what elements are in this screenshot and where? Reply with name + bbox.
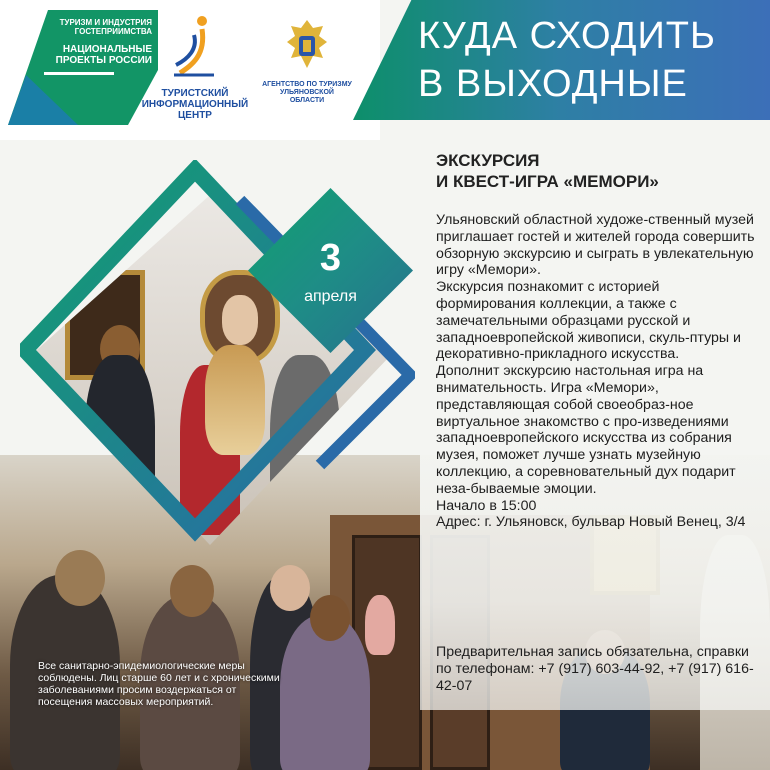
event-month: апреля <box>304 288 357 305</box>
event-contact: Предварительная запись обязательна, справки по телефонам: +7 (917) 603-44-92, +7 (917) 616-42-07 <box>436 644 754 694</box>
event-paragraph-game: Дополнит экскурсию настольная игра на внимательность. Игра «Мемори», представляющая собой своеобраз-ное виртуальное знакомство с про-изведениями западноевропейского искусства из собрания музея, поможет лучше узнать музейную коллекцию, а соревновательный дух подарит неза-бываемые эмоции. <box>436 363 736 497</box>
header-logos <box>0 0 380 140</box>
sanitary-notice: Все санитарно-эпидемиологические меры соблюдены. Лиц старше 60 лет и с хроническими заболеваниями просим воздержаться от посещения массовых мероприятий. <box>38 660 280 708</box>
np-line1: ТУРИЗМ И ИНДУСТРИЯ ГОСТЕПРИИМСТВА <box>59 18 152 36</box>
event-description <box>436 212 756 531</box>
event-start-time: Начало в 15:00 <box>436 497 537 514</box>
title-line-1: КУДА СХОДИТЬ <box>418 15 716 57</box>
title-line-2: В ВЫХОДНЫЕ <box>418 63 688 105</box>
event-paragraph-intro: Ульяновский областной художе-ственный музей приглашает гостей и жителей города совершить обзорную экскурсию и сыграть в увлекательную игру «Мемори». <box>436 212 755 279</box>
page-title <box>418 12 758 108</box>
agency-label: АГЕНТСТВО ПО ТУРИЗМУ УЛЬЯНОВСКОЙ ОБЛАСТИ <box>262 81 352 104</box>
event-address: Адрес: г. Ульяновск, бульвар Новый Венец, 3/4 <box>436 514 746 531</box>
np-line2: НАЦИОНАЛЬНЫЕ ПРОЕКТЫ РОССИИ <box>55 44 152 66</box>
tourist-info-center-logo <box>130 15 260 121</box>
tic-label: ТУРИСТСКИЙ ИНФОРМАЦИОННЫЙ ЦЕНТР <box>141 88 249 121</box>
tourism-agency-logo <box>262 18 352 105</box>
tic-swirl-icon <box>172 15 218 77</box>
coat-of-arms-icon <box>283 18 331 72</box>
event-day: 3 <box>319 237 342 279</box>
event-title <box>436 150 756 192</box>
event-title-line-1: ЭКСКУРСИЯ <box>436 151 540 170</box>
event-title-line-2: И КВЕСТ-ИГРА «МЕМОРИ» <box>436 172 659 191</box>
event-paragraph-excursion: Экскурсия познакомит с историей формирования коллекции, а также с замечательными образцами русской и западноевропейской живописи, скуль-птуры и декоративно-прикладного искусства. <box>436 279 741 363</box>
